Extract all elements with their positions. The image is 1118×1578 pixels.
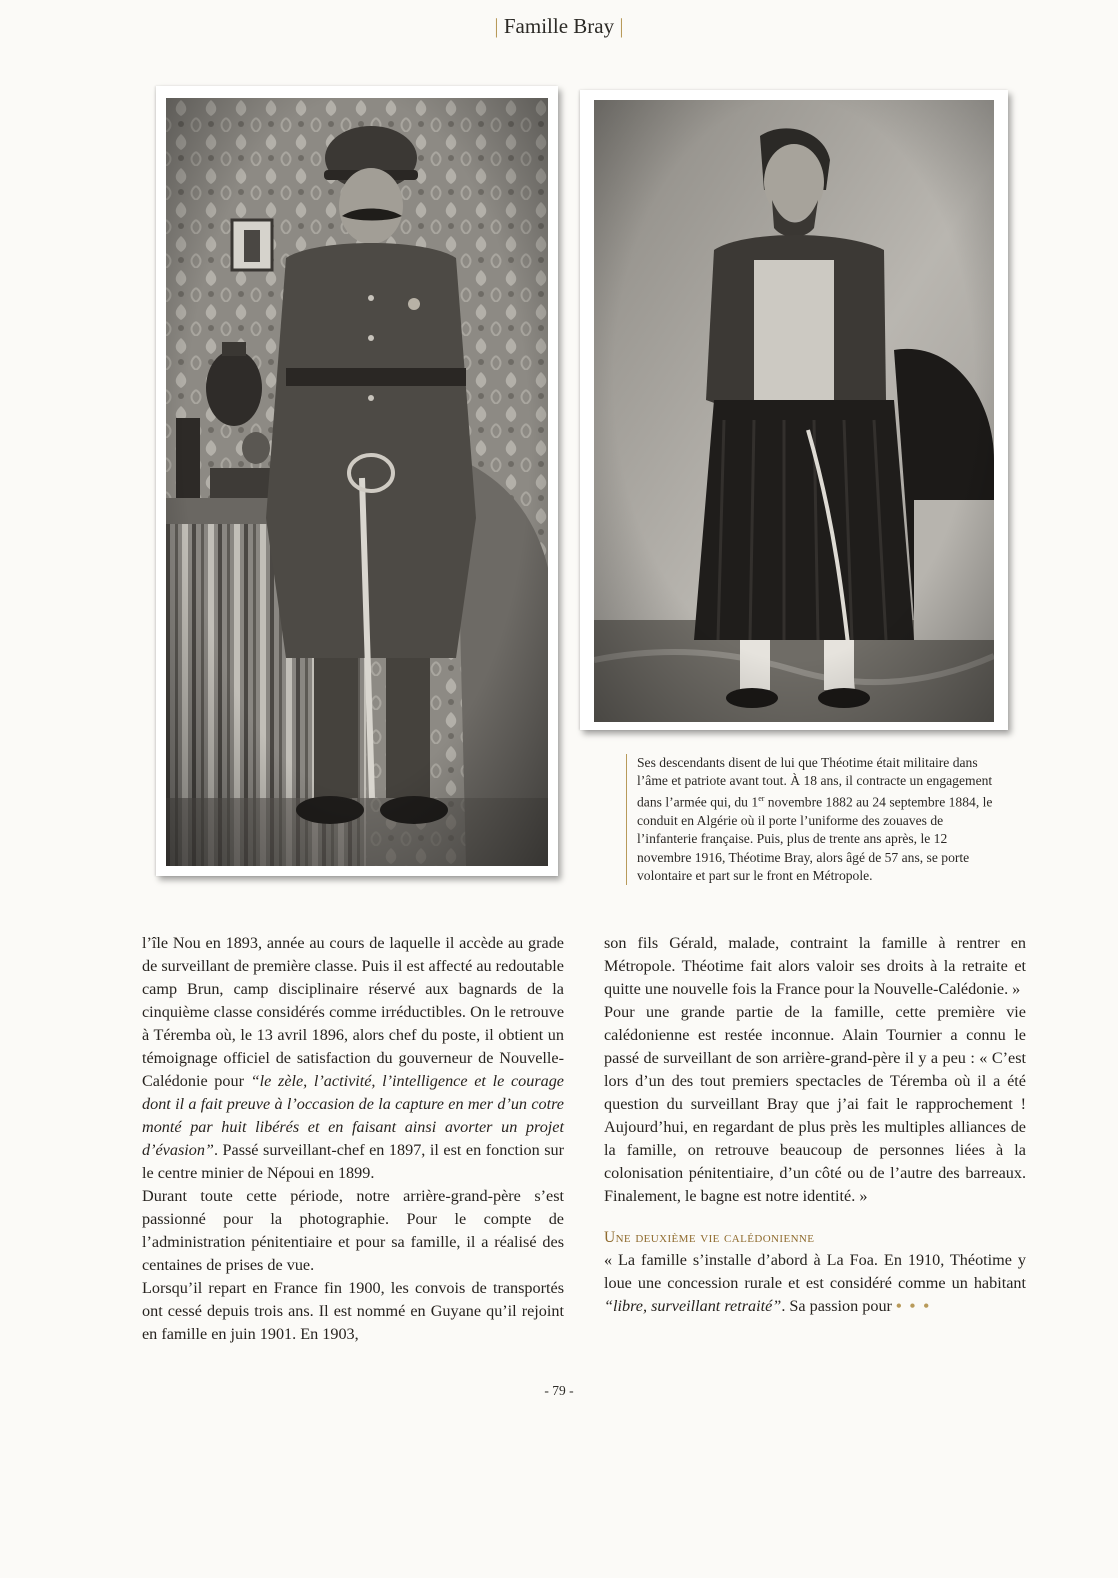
paragraph: Pour une grande partie de la famille, cette première vie calédonienne est restée inconnue. Alain Tournier a connu le passé de surveillant de son arrière-grand-père il y a peu : « C’est lors d’un des tout premiers spectacles de Téremba où il a été question du surveillant Bray que j’ai fait le rapprochement ! Aujourd’hui, en regardant de plus près les multiples alliances de la famille, on retrouve beaucoup de personnes liées à la colonisation pénitentiaire, d’un côté ou de l’autre des barreaux. Finalement, le bagne est notre identité. »	[604, 1003, 1026, 1205]
photo-zouave	[580, 90, 1008, 730]
paragraph: Durant toute cette période, notre arrière-grand-père s’est passionné pour la photographie. Pour le compte de l’administration pénitentiaire et pour sa famille, il a réalisé des centaines de prises de vue.	[142, 1187, 564, 1274]
photo-zouave-image	[594, 100, 994, 722]
photo-soldier-ww1	[156, 86, 558, 876]
running-header: | Famille Bray |	[494, 14, 624, 38]
paragraph: son fils Gérald, malade, contraint la famille à rentrer en Métropole. Théotime fait alors valoir ses droits à la retraite et quitte une nouvelle fois la France pour la Nouvelle-Calédonie. »	[604, 934, 1026, 998]
paragraph: « La famille s’installe d’abord à La Foa. En 1910, Théotime y loue une concession rurale et est considéré comme un habitant “libre, surveillant retraité”. Sa passion pour • • •	[604, 1251, 1026, 1315]
header-title: Famille Bray	[503, 14, 615, 38]
paragraph: l’île Nou en 1893, année au cours de laquelle il accède au grade de surveillant de première classe. Puis il est affecté au redoutable camp Brun, camp disciplinaire réservé aux bagnards de la cinquième classe considérés comme irréductibles. On le retrouve à Téremba où, le 13 avril 1896, alors chef du poste, il obtient un témoignage officiel de satisfaction du gouverneur de Nouvelle-Calédonie pour “le zèle, l’activité, l’intelligence et le courage dont il a fait preuve à l’occasion de la capture en mer d’un cotre monté par huit libérés et en faisant ainsi avorter un projet d’évasion”. Passé surveillant-chef en 1897, il est en fonction sur le centre minier de Népoui en 1899.	[142, 934, 564, 1182]
page-number: - 79 -	[544, 1383, 574, 1398]
section-title: Une deuxième vie calédonienne	[604, 1229, 815, 1246]
photo-soldier-ww1-image	[166, 98, 548, 866]
paragraph: Lorsqu’il repart en France fin 1900, les convois de transportés ont cessé depuis trois ans. Il est nommé en Guyane qu’il rejoint en famille en juin 1901. En 1903,	[142, 1279, 564, 1343]
column-right	[604, 932, 1026, 1318]
photo-caption: Ses descendants disent de lui que Théotime était militaire dans l’âme et patriote avant tout. À 18 ans, il contracte un engagement dans l’armée qui, du 1er novembre 1882 au 24 septembre 1884, le conduit en Algérie où il porte l’uniforme des zouaves de l’infanterie française. Puis, plus de trente ans après, le 12 novembre 1916, Théotime Bray, alors âgé de 57 ans, se porte volontaire et part sur le front en Métropole.	[626, 754, 997, 885]
continuation-dots: • • •	[895, 1297, 932, 1315]
column-left	[142, 932, 564, 1346]
